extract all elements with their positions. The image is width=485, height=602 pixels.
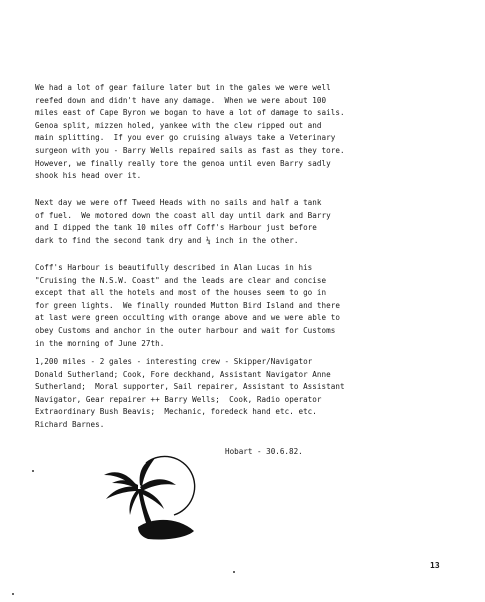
paragraph-coffs-harbour: Coff's Harbour is beautifully described in Alan Lucas in his "Cruising the N.S.W. Coast" and the leads are clear and concise except that all the hotels and most of the houses seem to go in for green lights. We finally rounded Mutton Bird Island and there at last were green occulting with orange above and we were able to obey Customs and anchor in the outer harbour and wait for Customs in the morning of June 27th. (35, 263, 341, 348)
paragraph-crew-list: 1,200 miles - 2 gales - interesting crew - Skipper/Navigator Donald Sutherland; Cook, Fore deckhand, Assistant Navigator Anne Sutherland; Moral supporter, Sail repairer, Assistant to Assistant Navigator, Gear repairer ++ Barry Wells; Cook, Radio operator Extraordinary Bush Beavis; Mechanic, foredeck hand etc. etc. Richard Barnes. (35, 357, 345, 429)
paragraph-gear-failure: We had a lot of gear failure later but in the gales we were well reefed down and didn't have any damage. When we were about 100 miles east of Cape Byron we bogan to have a lot of damage to sails. Genoa split, mizzen holed, yankee with the clew ripped out and main splitting. If you ever go cruising always take a Veterinary surgeon with you - Barry Wells repaired sails as fast as they tore. However, we finally really tore the genoa until even Barry sadly shook his head over it. (35, 83, 345, 181)
palm-tree-island-moon-icon (98, 455, 198, 545)
paragraph-tweed-heads: Next day we were off Tweed Heads with no sails and half a tank of fuel. We motored down the coast all day until dark and Barry and I dipped the tank 10 miles off Coff's Harbour just before dark to find the second tank dry and ¼ inch in the other. (35, 198, 331, 245)
place-date-signature: Hobart - 30.6.82. (225, 447, 303, 456)
scan-speck (32, 470, 34, 472)
scan-speck (233, 571, 235, 573)
page-number: 13 (430, 561, 440, 570)
scan-speck (12, 593, 14, 595)
